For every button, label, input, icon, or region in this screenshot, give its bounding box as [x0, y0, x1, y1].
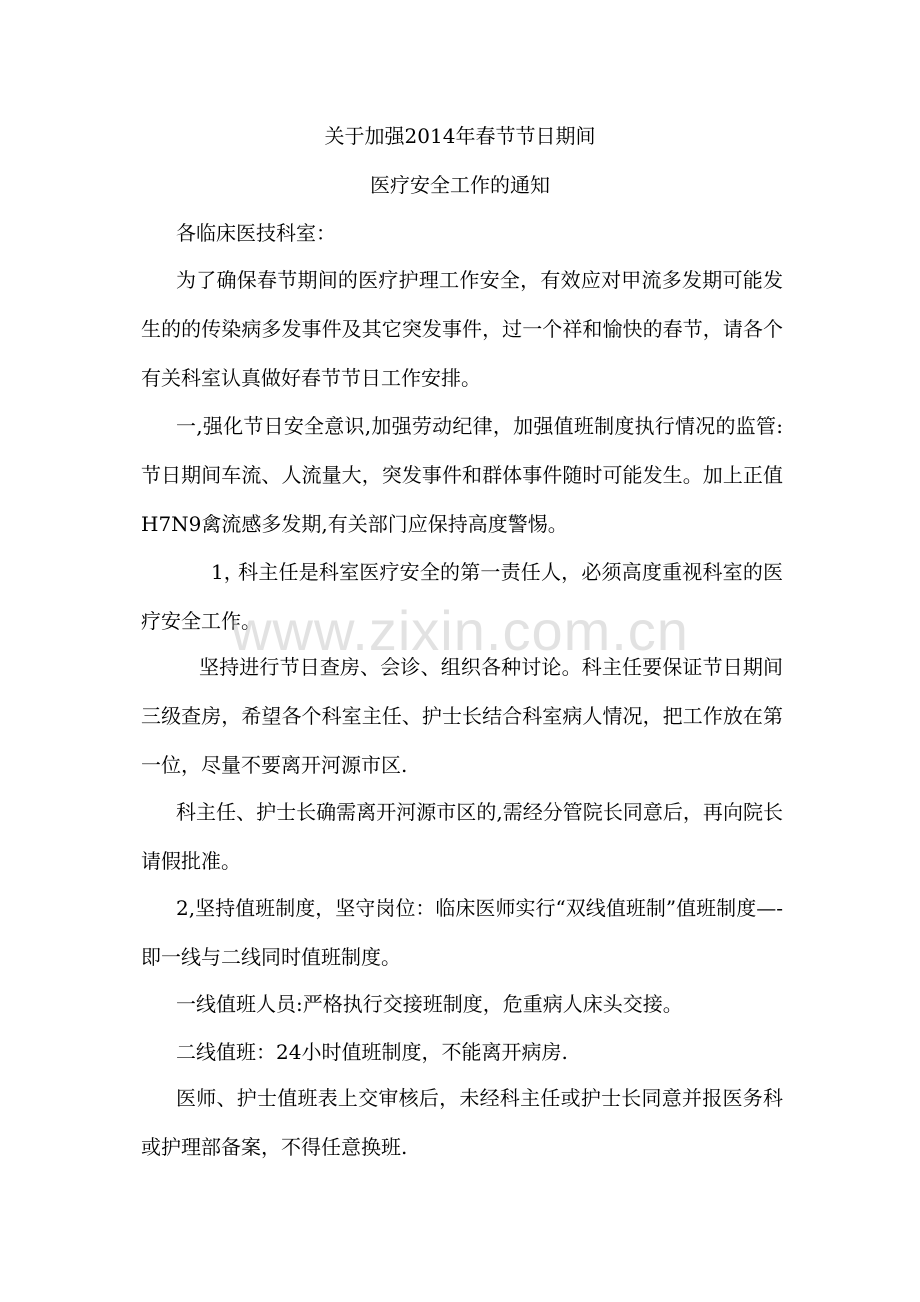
item-1b-paragraph: 坚持进行节日查房、会诊、组织各种讨论。科主任要保证节日期间三级查房，希望各个科室主任、护士长结合科室病人情况，把工作放在第一位，尽量不要离开河源市区. — [141, 655, 783, 777]
item-1-paragraph — [141, 548, 783, 646]
watermark: www.zixin.com.cn — [231, 599, 689, 662]
item-1-text: 科主任是科室医疗安全的第一责任人，必须高度重视科室的医疗安全工作。 — [141, 560, 783, 633]
item-1-number: 1， — [211, 560, 244, 584]
salutation: 各临床医技科室： — [176, 221, 336, 245]
document-title-line-1: 关于加强2014年春节节日期间 — [324, 124, 596, 148]
roster-paragraph: 医师、护士值班表上交审核后，未经科主任或护士长同意并报医务科或护理部备案，不得任意换班. — [141, 1086, 783, 1159]
item-1c-paragraph: 科主任、护士长确需离开河源市区的,需经分管院长同意后，再向院长请假批准。 — [141, 800, 783, 873]
intro-paragraph: 为了确保春节期间的医疗护理工作安全，有效应对甲流多发期可能发生的的传染病多发事件及其它突发事件，过一个祥和愉快的春节，请各个有关科室认真做好春节节日工作安排。 — [141, 268, 783, 390]
document-title-line-2: 医疗安全工作的通知 — [370, 173, 550, 197]
first-line-duty: 一线值班人员:严格执行交接班制度，危重病人床头交接。 — [176, 992, 683, 1016]
item-2-paragraph: 2,坚持值班制度，坚守岗位：临床医师实行“双线值班制”值班制度—-即一线与二线同时值班制度。 — [141, 896, 783, 969]
second-line-duty: 二线值班：24小时值班制度，不能离开病房. — [176, 1040, 568, 1064]
section-1-paragraph: 一,强化节日安全意识,加强劳动纪律，加强值班制度执行情况的监管:节日期间车流、人流量大，突发事件和群体事件随时可能发生。加上正值H7N9禽流感多发期,有关部门应保持高度警惕。 — [141, 414, 783, 536]
